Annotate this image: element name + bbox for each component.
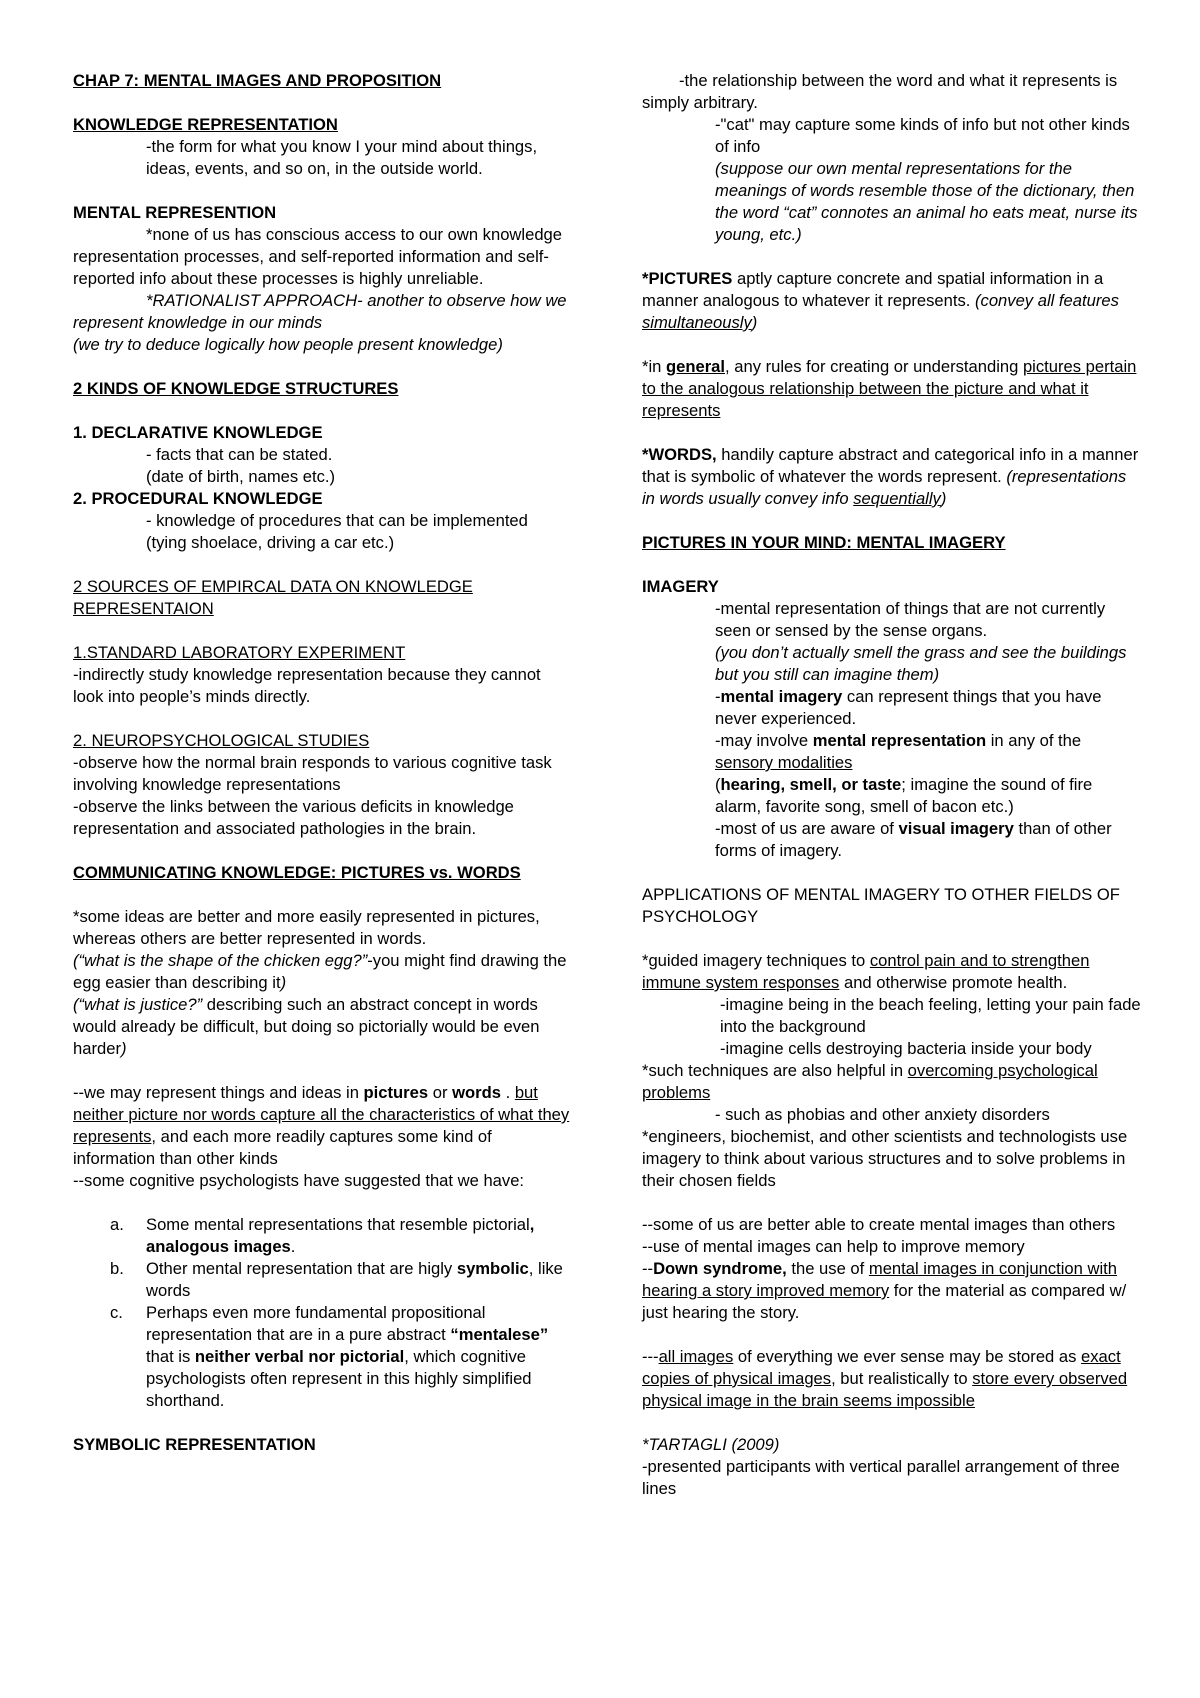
representation-list [73,1214,573,1412]
heading-communicating: COMMUNICATING KNOWLEDGE: PICTURES vs. WORDS [73,863,521,882]
paragraph: -the relationship between the word and what it represents is simply arbitrary. [642,71,1118,112]
paragraph: -"cat" may capture some kinds of info but not other kinds of info [715,115,1130,156]
list-item: b. Other mental representation that are higly symbolic, like words [110,1259,563,1300]
list-item: c. Perhaps even more fundamental propositional representation that are in a pure abstract “mentalese” that is neither verbal nor pictorial, which cognitive psychologists often represent in this highly simplified shorthand. [110,1303,549,1410]
paragraph: -imagine being in the beach feeling, letting your pain fade into the background [720,995,1141,1036]
left-column [73,70,573,1456]
heading-procedural: 2. PROCEDURAL KNOWLEDGE [73,489,323,508]
paragraph: -observe the links between the various deficits in knowledge representation and associated pathologies in the brain. [73,797,514,838]
heading-mental-represention: MENTAL REPRESENTION [73,203,277,222]
paragraph: *engineers, biochemist, and other scientists and technologists use imagery to think about various structures and to solve problems in their chosen fields [642,1127,1128,1190]
paragraph: -indirectly study knowledge representation because they cannot look into people’s minds directly. [73,665,541,706]
paragraph: -may involve mental representation in any of the sensory modalities [715,731,1082,772]
heading-imagery: IMAGERY [642,577,719,596]
paragraph: -the form for what you know I your mind about things, ideas, events, and so on, in the outside world. [146,137,538,178]
heading-knowledge-representation: KNOWLEDGE REPRESENTATION [73,115,338,134]
paragraph: (“what is justice?” describing such an abstract concept in words would already be difficult, but doing so pictorially would be even harder) [73,995,540,1058]
paragraph: --we may represent things and ideas in pictures or words . but neither picture nor words capture all the characteristics of what they represents, and each more readily captures some kind of information than other kinds [73,1083,570,1168]
heading-symbolic: SYMBOLIC REPRESENTATION [73,1435,316,1454]
paragraph: (suppose our own mental representations for the meanings of words resemble those of the dictionary, then the word “cat” connotes an animal ho eats meat, nurse its young, etc.) [715,159,1138,244]
heading-standard-lab: 1.STANDARD LABORATORY EXPERIMENT [73,643,406,662]
heading-pictures-in-your-mind: PICTURES IN YOUR MIND: MENTAL IMAGERY [642,533,1006,552]
paragraph: --some cognitive psychologists have suggested that we have: [73,1171,525,1190]
heading-neuro: 2. NEUROPSYCHOLOGICAL STUDIES [73,731,370,750]
heading-knowledge-structures: 2 KINDS OF KNOWLEDGE STRUCTURES [73,379,399,398]
paragraph: - such as phobias and other anxiety disorders [715,1105,1050,1124]
paragraph: -imagine cells destroying bacteria inside your body [720,1039,1092,1058]
paragraph: *none of us has conscious access to our own knowledge representation processes, and self-reported information and self-reported info about these processes is highly unreliable. [73,225,563,288]
paragraph: - facts that can be stated. [146,445,333,464]
paragraph: *guided imagery techniques to control pain and to strengthen immune system responses and otherwise promote health. [642,951,1090,992]
heading-tartagli: *TARTAGLI (2009) [642,1435,780,1454]
paragraph: -mental imagery can represent things that you have never experienced. [715,687,1102,728]
paragraph: -mental representation of things that are not currently seen or sensed by the sense organs. [715,599,1106,640]
paragraph: (you don’t actually smell the grass and see the buildings but you still can imagine them) [715,643,1127,684]
paragraph: (hearing, smell, or taste; imagine the sound of fire alarm, favorite song, smell of bacon etc.) [715,775,1093,816]
right-column [642,70,1142,1500]
page-title: CHAP 7: MENTAL IMAGES AND PROPOSITION [73,71,442,90]
heading-applications: APPLICATIONS OF MENTAL IMAGERY TO OTHER FIELDS OF PSYCHOLOGY [642,885,1120,926]
paragraph: *some ideas are better and more easily represented in pictures, whereas others are better represented in words. [73,907,540,948]
paragraph: *PICTURES aptly capture concrete and spatial information in a manner analogous to whatever it represents. (convey all features simultaneously) [642,269,1119,332]
paragraph: -observe how the normal brain responds to various cognitive task involving knowledge representations [73,753,552,794]
paragraph: --Down syndrome, the use of mental images in conjunction with hearing a story improved memory for the material as compared w/ just hearing the story. [642,1259,1127,1322]
paragraph: --use of mental images can help to improve memory [642,1237,1025,1256]
paragraph: --some of us are better able to create mental images than others [642,1215,1116,1234]
paragraph: *in general, any rules for creating or understanding pictures pertain to the analogous relationship between the picture and what it represents [642,357,1137,420]
paragraph: (date of birth, names etc.) [146,467,336,486]
list-item: a. Some mental representations that resemble pictorial, analogous images. [110,1215,535,1256]
paragraph: *RATIONALIST APPROACH- another to observe how we represent knowledge in our minds [73,291,567,332]
paragraph: *WORDS, handily capture abstract and categorical info in a manner that is symbolic of whatever the words represent. (representations in words usually convey info sequentially) [642,445,1139,508]
heading-declarative: 1. DECLARATIVE KNOWLEDGE [73,423,323,442]
heading-sources: 2 SOURCES OF EMPIRCAL DATA ON KNOWLEDGE REPRESENTAION [73,577,473,618]
paragraph: (“what is the shape of the chicken egg?”-you might find drawing the egg easier than describing it) [73,951,567,992]
paragraph: (tying shoelace, driving a car etc.) [146,533,395,552]
paragraph: -most of us are aware of visual imagery than of other forms of imagery. [715,819,1112,860]
paragraph: ---all images of everything we ever sense may be stored as exact copies of physical images, but realistically to store every observed physical image in the brain seems impossible [642,1347,1128,1410]
paragraph: (we try to deduce logically how people present knowledge) [73,335,503,354]
paragraph: -presented participants with vertical parallel arrangement of three lines [642,1457,1120,1498]
paragraph: *such techniques are also helpful in overcoming psychological problems [642,1061,1098,1102]
paragraph: - knowledge of procedures that can be implemented [146,511,528,530]
